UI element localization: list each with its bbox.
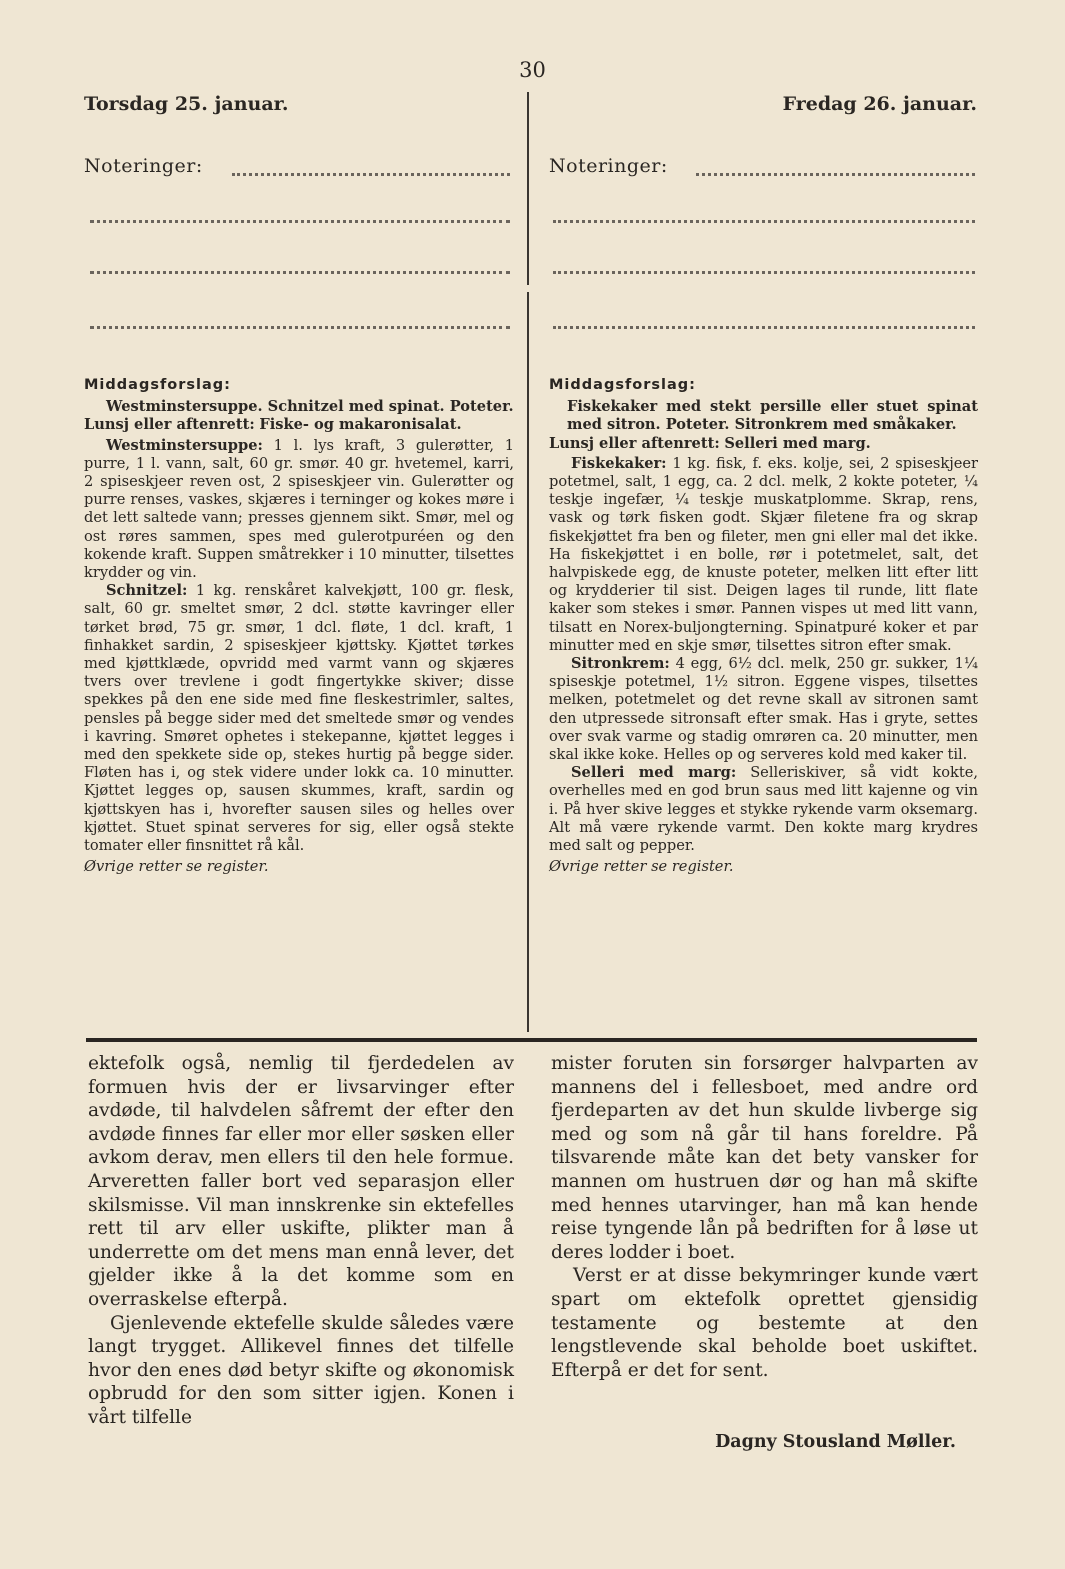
left-menu-lunch: [84, 416, 514, 434]
right-other-dishes: Øvrige retter se register.: [549, 858, 734, 876]
page-number: 30: [519, 58, 546, 82]
left-dinner-heading: Middagsforslag:: [84, 377, 231, 393]
right-recipes: [549, 376, 978, 876]
essay-right-paragraph-2: Verst er at disse bekymringer kunde vært spart om ektefolk oprettet gjensidig testamente og bestemte at den lengstlevende skal beholde boet uskiftet. Efterpå er det for sent.: [551, 1265, 978, 1381]
right-day-title: Fredag 26. januar.: [782, 93, 977, 115]
left-recipe-westminster: [84, 437, 514, 583]
right-notes-label: Noteringer:: [549, 155, 668, 177]
right-recipe-selleri: [549, 764, 978, 855]
left-notes-label: Noteringer:: [84, 155, 203, 177]
left-recipe-2-name: Schnitzel:: [106, 582, 188, 600]
right-notes-line-4: [553, 326, 975, 329]
right-recipe-fiskekaker: [549, 455, 978, 655]
right-lunch-text: Selleri med marg.: [724, 434, 871, 452]
right-menu-main: Fiskekaker med stekt persille eller stuet spinat med sitron. Poteter. Sitronkrem med småkaker.: [567, 398, 978, 434]
right-notes-line-2: [553, 220, 975, 223]
essay-right-paragraph-1: mister foruten sin forsørger halvparten av mannens del i fellesboet, med andre ord fjerdeparten av det hun skulde livberge sig med og som nå går til hans foreldre. På tilsvarende måte kan det bety vansker for mannen om hustruen dør og han må skifte med hennes utarvinger, han må kan hende reise tyngende lån på bedriften for å løse ut deres lodder i boet.: [551, 1053, 978, 1263]
essay-left-paragraph-2: Gjenlevende ektefelle skulde således være langt trygget. Allikevel finnes det tilfelle hvor den enes død betyr skifte og økonomisk opbrudd for den som sitter igjen. Konen i vårt tilfelle: [88, 1312, 514, 1428]
column-divider: [527, 292, 529, 1032]
left-notes-line-2: [90, 220, 510, 223]
right-recipe-1-text: 1 kg. fisk, f. eks. kolje, sei, 2 spiseskjeer potetmel, salt, 1 egg, ca. 2 dcl. melk, 2 kokte poteter, ¼ teskje ingefær, ¼ teskje muskatplomme. Skrap, rens, vask og tørk fisken godt. Skjær filetene fra og skrap fiskekjøttet fra ben og fileter, men gni eller mal det ikke. Ha fiskekjøttet i en bolle, rør i potetmelet, salt, det halvpiskede egg, de knuste poteter, melken litt efter litt og krydderier til sist. Deigen lages til runde, litt flate kaker som stekes i smør. Pannen vispes ut med litt vann, tilsatt en Norex-buljongterning. Spinatpuré koker et par minutter med en skje smør, tilsettes sitron efter smak.: [549, 454, 978, 654]
essay-right-column: [551, 1052, 978, 1382]
essay-left-column: [88, 1052, 514, 1430]
left-lunch-text: Fiske- og makaronisalat.: [259, 416, 462, 434]
left-other-dishes: Øvrige retter se register.: [84, 858, 269, 876]
right-recipe-1-name: Fiskekaker:: [571, 454, 667, 472]
left-notes-line-3: [90, 271, 510, 274]
left-notes-line-1: [232, 173, 510, 176]
right-lunch-label: Lunsj eller aftenrett:: [549, 434, 720, 452]
right-recipe-2-text: 4 egg, 6½ dcl. melk, 250 gr. sukker, 1¼ spiseskje potetmel, 1½ sitron. Eggene vispes, tilsettes melken, potetmelet og det revne skall av sitronen samt den utpressede sitronsaft efter smak. Has i gryte, settes over svak varme og stadig omrøren ca. 20 minutter, men skal ikke koke. Helles op og serveres kold med kaker til.: [549, 655, 979, 764]
left-recipe-2-text: 1 kg. renskåret kalvekjøtt, 100 gr. flesk, salt, 60 gr. smeltet smør, 2 dcl. støtte kavringer eller tørket brød, 75 gr. smør, 1 dcl. fløte, 1 dcl. kraft, 1 finhakket sardin, 2 spiseskjeer kjøttsky. Kjøttet tørkes med kjøttklæde, opvridd med varmt vann og skjæres tvers over trevlene i godt fingertykke skiver; disse spekkes på den ene side med fine fleskestrimler, saltes, pensles på begge sider med det smeltede smør og vendes i kavring. Smøret ophetes i stekepanne, kjøttet legges i med den spekkete side op, stekes hurtig på begge sider. Fløten has i, og stek videre under lokk ca. 10 minutter. Kjøttet legges op, sausen skummes, kraft, sardin og kjøttskyen has i, hvorefter sausen siles og helles over kjøttet. Stuet spinat serveres for sig, eller også stekte tomater eller finsnittet rå kål.: [84, 582, 515, 855]
right-notes-line-1: [696, 173, 975, 176]
right-menu-lunch: [549, 435, 978, 453]
right-dinner-heading: Middagsforslag:: [549, 377, 696, 393]
left-notes-line-4: [90, 326, 510, 329]
left-recipes: [84, 376, 514, 876]
left-recipe-1-name: Westminstersuppe:: [106, 436, 263, 454]
right-recipe-2-name: Sitronkrem:: [571, 655, 670, 673]
left-recipe-schnitzel: [84, 582, 514, 855]
left-day-title: Torsdag 25. januar.: [84, 93, 289, 115]
essay-left-paragraph-1: ektefolk også, nemlig til fjerdedelen av formuen hvis der er livsarvinger efter avdøde, til halvdelen såfremt der efter den avdøde finnes far eller mor eller søsken eller avkom derav, men ellers til den hele formue. Arveretten faller bort ved separasjon eller skilsmisse. Vil man innskrenke sin ektefelles rett til arv eller uskifte, plikter man å underrette om det mens man ennå lever, det gjelder ikke å la det komme som en overraskelse efterpå.: [88, 1053, 514, 1310]
right-recipe-3-text: Selleriskiver, så vidt kokte, overhelles med en god brun saus med litt kajenne og vin i. På hver skive legges et stykke rykende varm oksemarg. Alt må være rykende varmt. Den kokte marg krydres med salt og pepper.: [549, 764, 979, 855]
signature: Dagny Stousland Møller.: [715, 1432, 956, 1452]
left-recipe-1-text: 1 l. lys kraft, 3 gulerøtter, 1 purre, 1 l. vann, salt, 60 gr. smør. 40 gr. hvetemel, karri, 2 spiseskjeer reven ost, 2 spiseskjeer vin. Gulerøtter og purre renses, vaskes, skjæres i terninger og kokes møre i det lett saltede vann; presses gjennem sikt. Smør, mel og ost røres sammen, spes med gulerotpuréen og den kokende kraft. Suppen småtrekker i 10 minutter, tilsettes krydder og vin.: [84, 436, 515, 582]
section-divider: [86, 1038, 977, 1042]
left-lunch-label: Lunsj eller aftenrett:: [84, 416, 255, 434]
right-recipe-sitronkrem: [549, 655, 978, 764]
right-recipe-3-name: Selleri med marg:: [571, 764, 737, 782]
column-divider-top: [527, 92, 529, 285]
left-menu-main: Westminstersuppe. Schnitzel med spinat. Poteter.: [106, 398, 514, 416]
right-notes-line-3: [553, 271, 975, 274]
